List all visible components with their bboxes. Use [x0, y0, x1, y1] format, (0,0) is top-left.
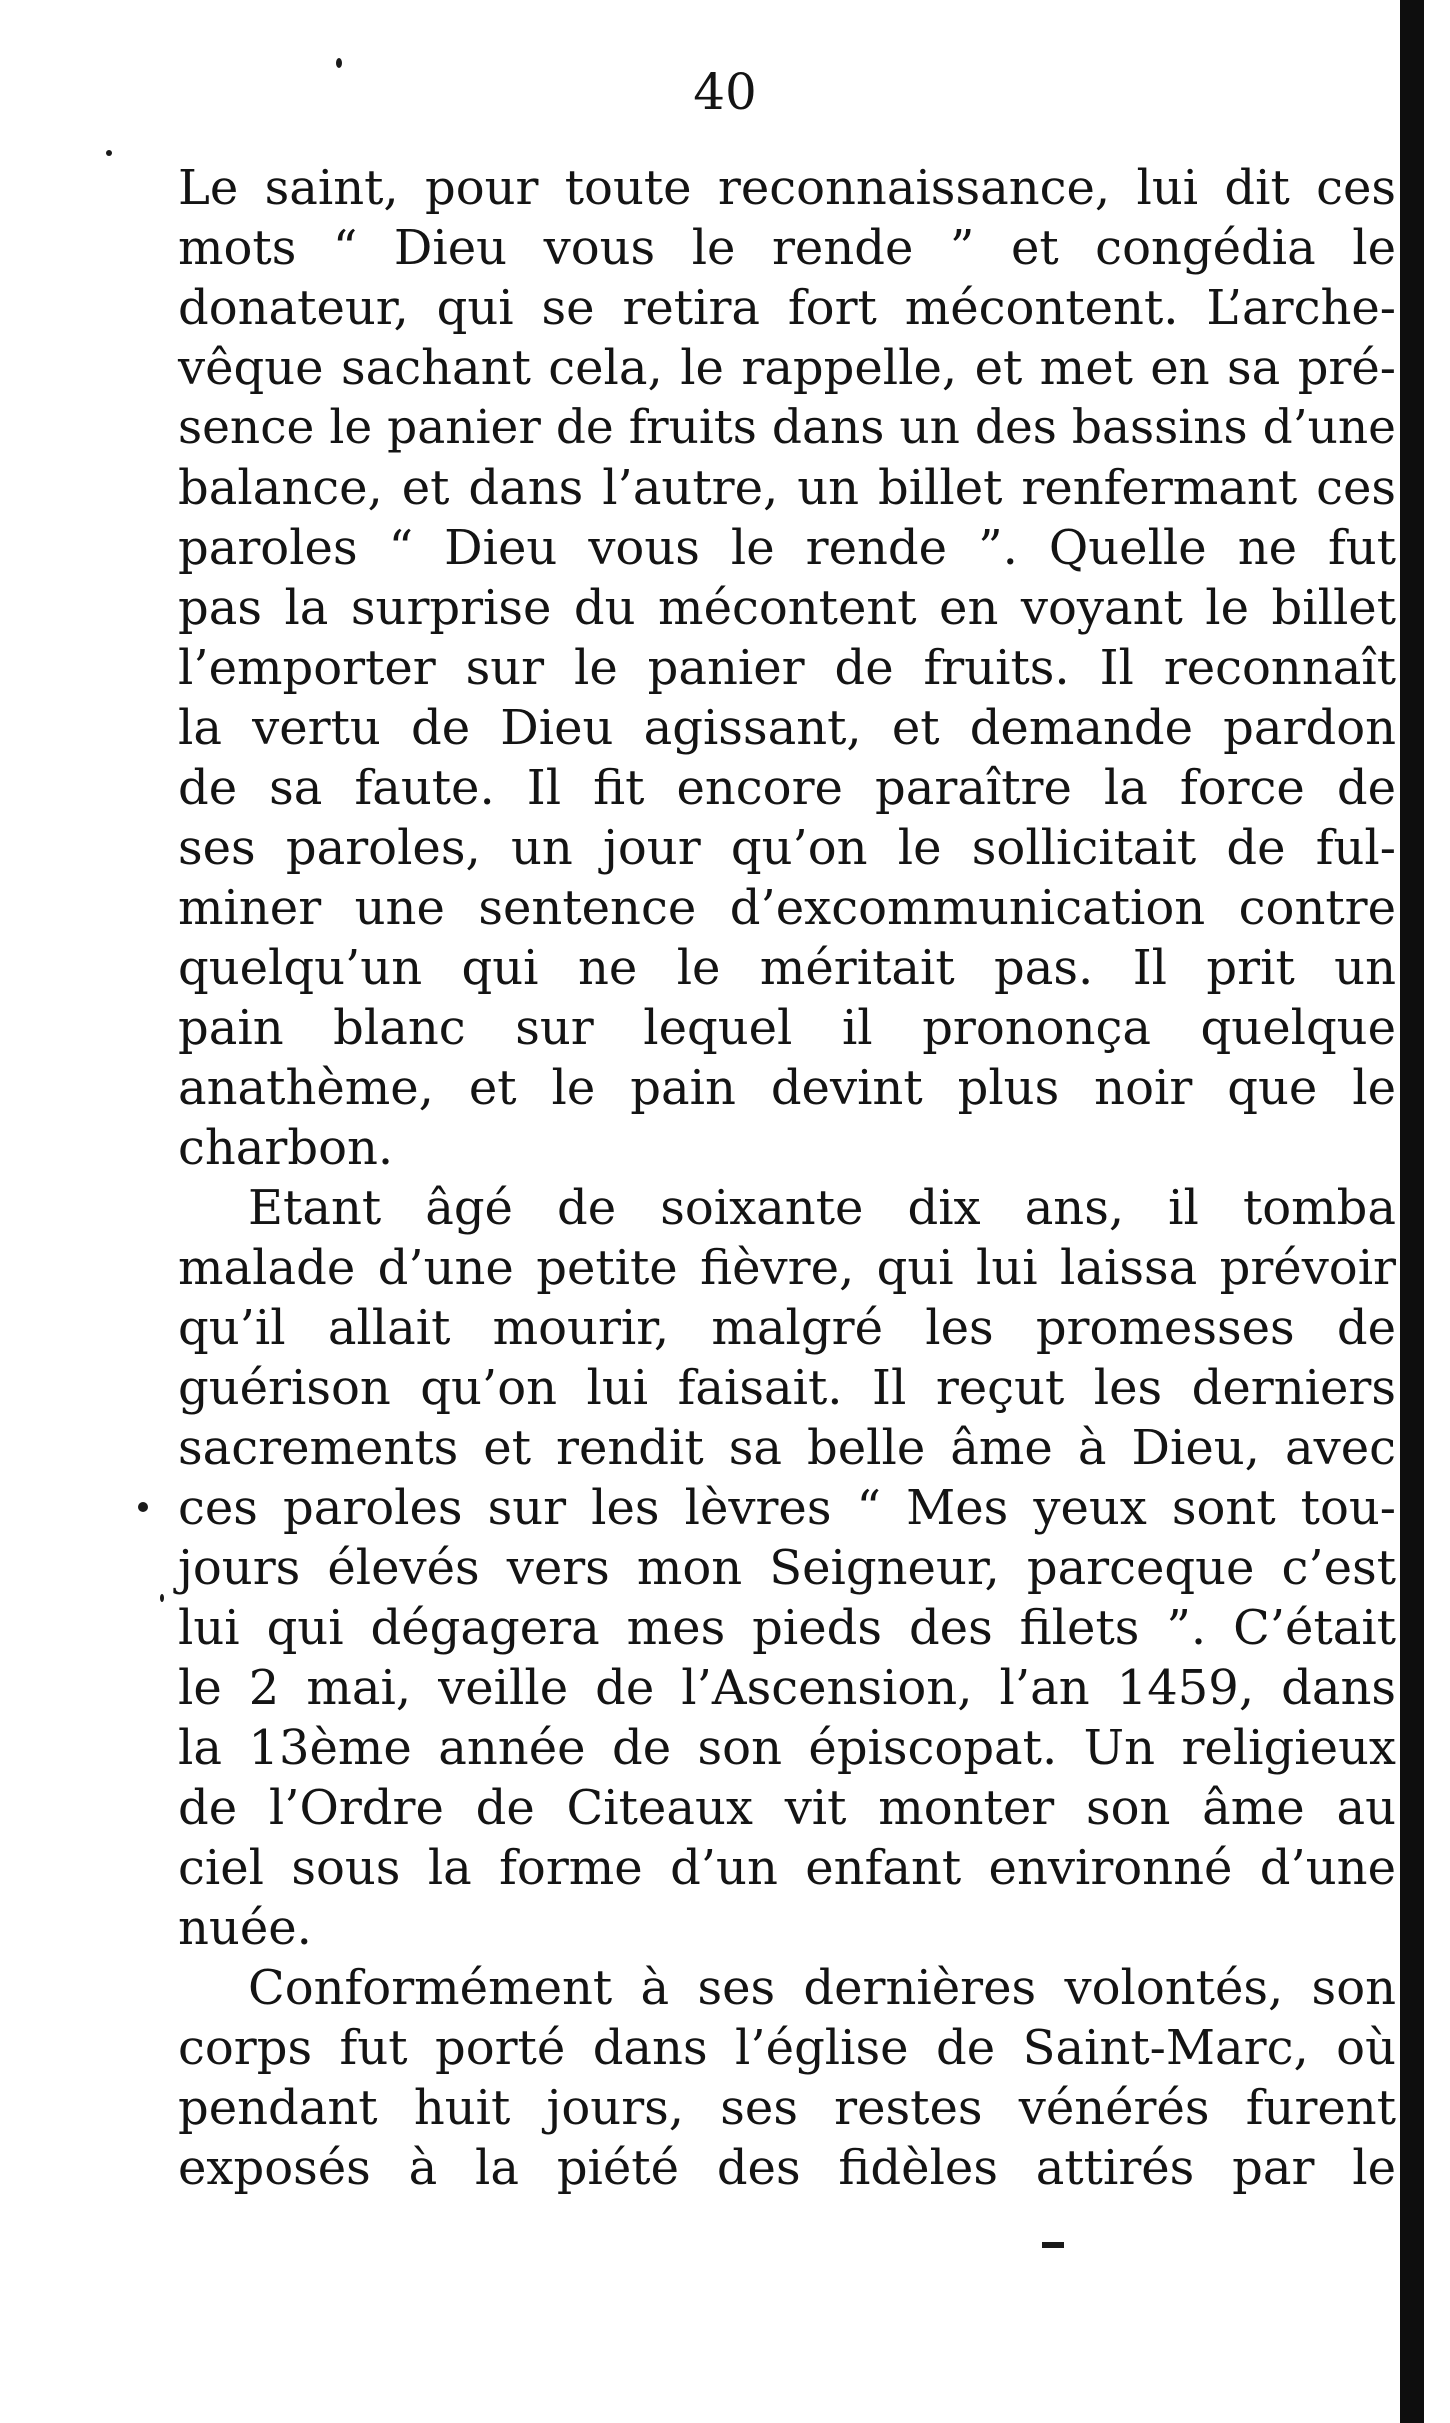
ink-speck — [336, 58, 342, 68]
text-line: la vertu de Dieu agissant, et demande pardon — [178, 700, 1396, 756]
text-line: donateur, qui se retira fort mécontent. L’arche- — [178, 280, 1396, 336]
text-line: lui qui dégagera mes pieds des filets ”. C’était — [178, 1600, 1396, 1656]
text-line: sacrements et rendit sa belle âme à Dieu, avec — [178, 1420, 1396, 1476]
text-line: nuée. — [178, 1900, 312, 1956]
ink-speck — [160, 1594, 164, 1602]
text-line: ciel sous la forme d’un enfant environné d’une — [178, 1840, 1396, 1896]
text-line: qu’il allait mourir, malgré les promesses de — [178, 1300, 1396, 1356]
text-line: de sa faute. Il fit encore paraître la force de — [178, 760, 1396, 816]
text-line: ses paroles, un jour qu’on le sollicitait de ful- — [178, 820, 1396, 876]
ink-speck — [138, 1502, 148, 1512]
text-line: quelqu’un qui ne le méritait pas. Il prit un — [178, 940, 1396, 996]
text-line: corps fut porté dans l’église de Saint-Marc, où — [178, 2020, 1396, 2076]
text-line: l’emporter sur le panier de fruits. Il reconnaît — [178, 640, 1396, 696]
text-line: guérison qu’on lui faisait. Il reçut les derniers — [178, 1360, 1396, 1416]
text-line: charbon. — [178, 1120, 394, 1176]
text-line: exposés à la piété des fidèles attirés par le — [178, 2140, 1396, 2196]
text-line: pas la surprise du mécontent en voyant le billet — [178, 580, 1396, 636]
text-line: Le saint, pour toute reconnaissance, lui dit ces — [178, 160, 1396, 216]
text-line: ces paroles sur les lèvres “ Mes yeux sont tou- — [178, 1480, 1396, 1536]
page-number: 40 — [693, 63, 757, 121]
text-line: de l’Ordre de Citeaux vit monter son âme au — [178, 1780, 1396, 1836]
paragraph-start-line: Etant âgé de soixante dix ans, il tomba — [248, 1180, 1396, 1236]
text-line: sence le panier de fruits dans un des bassins d’une — [178, 400, 1396, 455]
text-line: balance, et dans l’autre, un billet renfermant ces — [178, 460, 1396, 516]
text-line: mots “ Dieu vous le rende ” et congédia le — [178, 220, 1396, 276]
text-line: la 13ème année de son épiscopat. Un religieux — [178, 1720, 1396, 1776]
body-text — [178, 158, 1396, 2198]
text-line: paroles “ Dieu vous le rende ”. Quelle ne fut — [178, 520, 1396, 576]
paragraph-start-line: Conformément à ses dernières volontés, son — [248, 1960, 1396, 2016]
text-line: malade d’une petite fièvre, qui lui laissa prévoir — [178, 1240, 1396, 1296]
text-line: jours élevés vers mon Seigneur, parceque c’est — [178, 1540, 1396, 1596]
text-line: le 2 mai, veille de l’Ascension, l’an 1459, dans — [178, 1660, 1396, 1716]
text-line: pain blanc sur lequel il prononça quelque — [178, 1000, 1396, 1056]
binding-edge-shadow — [1400, 0, 1424, 2423]
text-line: miner une sentence d’excommunication contre — [178, 880, 1396, 936]
text-line: pendant huit jours, ses restes vénérés furent — [178, 2080, 1396, 2136]
ink-speck — [106, 150, 112, 156]
text-line: vêque sachant cela, le rappelle, et met en sa pré- — [178, 340, 1396, 396]
ink-dash — [1042, 2242, 1064, 2248]
text-line: anathème, et le pain devint plus noir que le — [178, 1060, 1396, 1116]
